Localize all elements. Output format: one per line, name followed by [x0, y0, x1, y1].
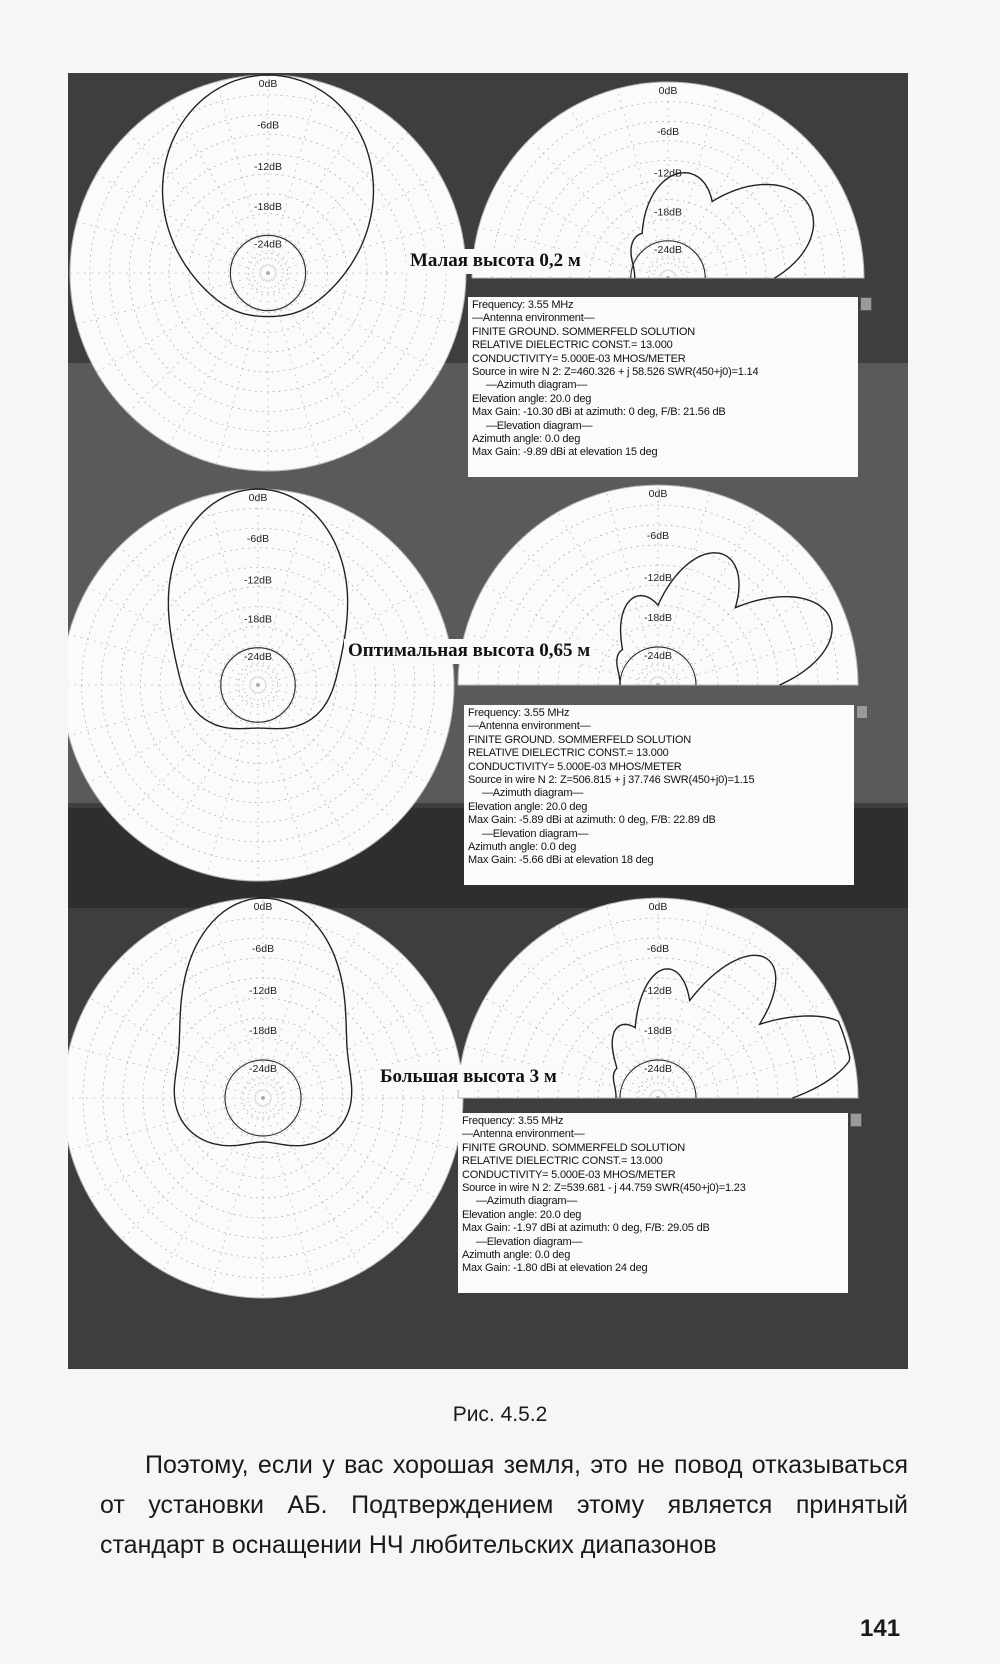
- elevation-header: —Elevation diagram—: [486, 419, 593, 432]
- db-label: -12dB: [643, 985, 673, 997]
- env-header: —Antenna environment—: [468, 720, 591, 733]
- db-label: 0dB: [258, 78, 278, 90]
- height-label-optimal: Оптимальная высота 0,65 м: [344, 639, 594, 664]
- db-label: -6dB: [656, 126, 680, 139]
- elevation-angle: Elevation angle: 20.0 deg: [462, 1208, 582, 1221]
- source: Source in wire N 2: Z=506.815 + j 37.746 SWR(450+j0)=1.15: [468, 774, 755, 787]
- figure-4-5-2: [68, 73, 908, 1369]
- db-label: -18dB: [643, 1025, 673, 1037]
- azimuth-header: —Azimuth diagram—: [476, 1195, 578, 1208]
- dielectric: RELATIVE DIELECTRIC CONST.= 13.000: [462, 1155, 663, 1168]
- source: Source in wire N 2: Z=460.326 + j 58.526 SWR(450+j0)=1.14: [472, 366, 759, 379]
- elevation-max-gain: Max Gain: -5.66 dBi at elevation 18 deg: [468, 854, 654, 867]
- elevation-angle: Elevation angle: 20.0 deg: [472, 392, 592, 405]
- page-number: 141: [860, 1615, 901, 1642]
- env-header: —Antenna environment—: [462, 1128, 585, 1141]
- conductivity: CONDUCTIVITY= 5.000E-03 MHOS/METER: [472, 352, 686, 365]
- minimize-icon: [856, 705, 868, 719]
- db-label: 0dB: [248, 492, 268, 504]
- db-label: -24dB: [653, 243, 683, 256]
- db-label: -6dB: [646, 530, 670, 542]
- figure-caption: Рис. 4.5.2: [452, 1403, 548, 1426]
- db-label: -24dB: [643, 650, 673, 662]
- db-label: -18dB: [653, 206, 683, 219]
- body-paragraph: Поэтому, если у вас хорошая земля, это не повод отказываться от установки АБ. Подтверждением этому является принятый стандарт в оснащении НЧ любительских диапазонов: [100, 1451, 908, 1559]
- db-label: 0dB: [658, 85, 678, 97]
- info-box-high: [458, 1113, 848, 1293]
- db-label: -12dB: [243, 574, 273, 587]
- db-label: 0dB: [648, 488, 668, 500]
- db-label: -12dB: [248, 985, 278, 997]
- db-label: -6dB: [246, 533, 270, 546]
- dielectric: RELATIVE DIELECTRIC CONST.= 13.000: [468, 747, 669, 760]
- env-header: —Antenna environment—: [472, 312, 595, 325]
- azimuth-angle: Azimuth angle: 0.0 deg: [472, 433, 581, 446]
- elevation-header: —Elevation diagram—: [482, 827, 589, 840]
- azimuth-max-gain: Max Gain: -10.30 dBi at azimuth: 0 deg, F/B: 21.56 dB: [472, 406, 726, 419]
- db-label: -18dB: [243, 613, 273, 626]
- db-label: -12dB: [653, 167, 683, 180]
- info-box-optimal: [464, 705, 854, 885]
- frequency: Frequency: 3.55 MHz: [468, 707, 570, 719]
- frequency: Frequency: 3.55 MHz: [472, 299, 574, 311]
- db-label: -6dB: [251, 943, 275, 955]
- source: Source in wire N 2: Z=539.681 - j 44.759 SWR(450+j0)=1.23: [462, 1182, 746, 1195]
- azimuth-header: —Azimuth diagram—: [486, 379, 588, 392]
- info-box-low: [468, 297, 858, 477]
- db-label: -18dB: [643, 612, 673, 624]
- elevation-angle: Elevation angle: 20.0 deg: [468, 800, 588, 813]
- height-label-high: Большая высота 3 м: [376, 1065, 561, 1090]
- azimuth-angle: Azimuth angle: 0.0 deg: [468, 841, 577, 854]
- dielectric: RELATIVE DIELECTRIC CONST.= 13.000: [472, 339, 673, 352]
- frequency: Frequency: 3.55 MHz: [462, 1115, 564, 1127]
- db-label: -18dB: [253, 200, 283, 213]
- minimize-icon: [860, 297, 872, 311]
- db-label: -12dB: [643, 572, 673, 584]
- conductivity: CONDUCTIVITY= 5.000E-03 MHOS/METER: [462, 1168, 676, 1181]
- height-label-low: Малая высота 0,2 м: [406, 249, 585, 274]
- elevation-header: —Elevation diagram—: [476, 1235, 583, 1248]
- conductivity: CONDUCTIVITY= 5.000E-03 MHOS/METER: [468, 760, 682, 773]
- elevation-max-gain: Max Gain: -1.80 dBi at elevation 24 deg: [462, 1262, 648, 1275]
- ground: FINITE GROUND. SOMMERFELD SOLUTION: [472, 325, 695, 338]
- db-label: -24dB: [253, 238, 283, 251]
- minimize-icon: [850, 1113, 862, 1127]
- db-label: -24dB: [243, 650, 273, 663]
- db-label: -12dB: [253, 161, 283, 174]
- db-label: -6dB: [646, 943, 670, 955]
- azimuth-angle: Azimuth angle: 0.0 deg: [462, 1249, 571, 1262]
- db-label: -24dB: [248, 1063, 278, 1075]
- azimuth-max-gain: Max Gain: -1.97 dBi at azimuth: 0 deg, F/B: 29.05 dB: [462, 1222, 710, 1235]
- azimuth-max-gain: Max Gain: -5.89 dBi at azimuth: 0 deg, F/B: 22.89 dB: [468, 814, 716, 827]
- ground: FINITE GROUND. SOMMERFELD SOLUTION: [462, 1141, 685, 1154]
- db-label: -18dB: [248, 1025, 278, 1037]
- db-label: 0dB: [648, 901, 668, 913]
- ground: FINITE GROUND. SOMMERFELD SOLUTION: [468, 733, 691, 746]
- db-label: -24dB: [643, 1063, 673, 1075]
- elevation-max-gain: Max Gain: -9.89 dBi at elevation 15 deg: [472, 446, 658, 459]
- db-label: -6dB: [256, 119, 280, 132]
- db-label: 0dB: [253, 901, 273, 913]
- azimuth-header: —Azimuth diagram—: [482, 787, 584, 800]
